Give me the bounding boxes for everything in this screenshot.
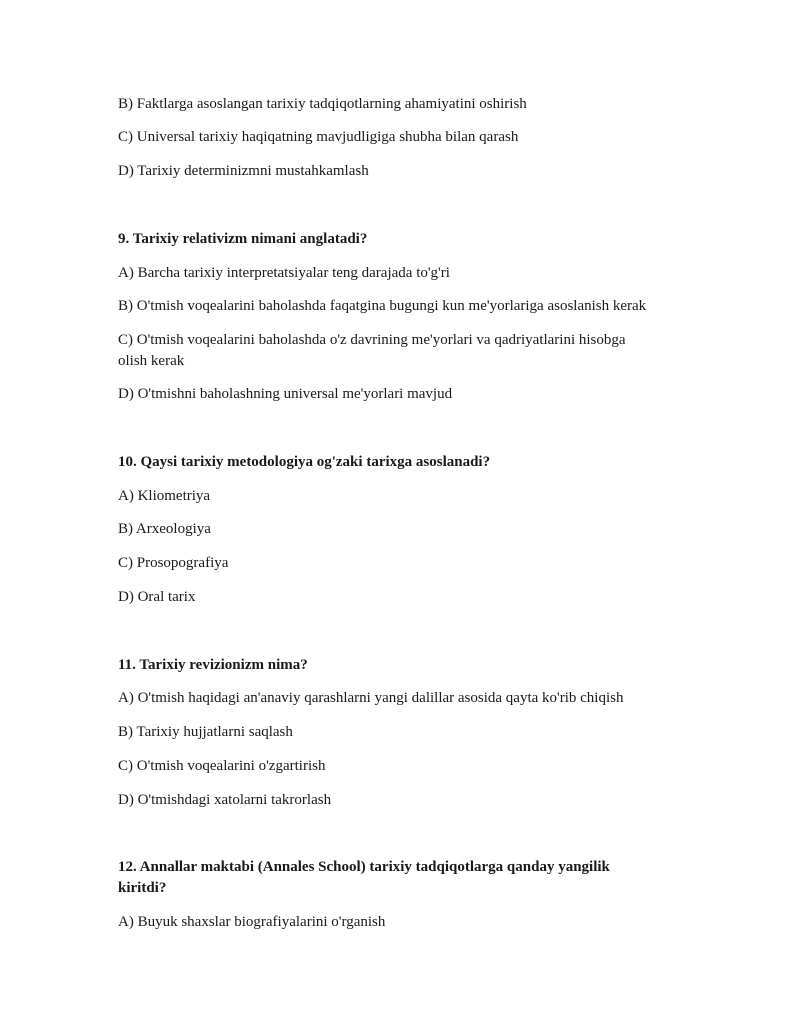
option-9d: D) O'tmishni baholashning universal me'yorlari mavjud	[118, 386, 453, 402]
option-8b: B) Faktlarga asoslangan tarixiy tadqiqotlarning ahamiyatini oshirish	[118, 96, 527, 112]
option-12a: A) Buyuk shaxslar biografiyalarini o'rganish	[118, 914, 386, 930]
question-9-title: 9. Tarixiy relativizm nimani anglatadi?	[118, 231, 368, 247]
option-9a: A) Barcha tarixiy interpretatsiyalar teng darajada to'g'ri	[118, 265, 450, 281]
option-11c: C) O'tmish voqealarini o'zgartirish	[118, 758, 326, 774]
document-page	[118, 0, 688, 1035]
option-10c: C) Prosopografiya	[118, 555, 229, 571]
option-11d: D) O'tmishdagi xatolarni takrorlash	[118, 792, 332, 808]
option-11b: B) Tarixiy hujjatlarni saqlash	[118, 724, 293, 740]
option-10b: B) Arxeologiya	[118, 521, 211, 537]
option-10a: A) Kliometriya	[118, 488, 211, 504]
option-11a: A) O'tmish haqidagi an'anaviy qarashlarni yangi dalillar asosida qayta ko'rib chiqish	[118, 690, 624, 706]
question-10-title: 10. Qaysi tarixiy metodologiya og'zaki tarixga asoslanadi?	[118, 454, 491, 470]
option-10d: D) Oral tarix	[118, 589, 196, 605]
question-12-title: 12. Annallar maktabi (Annales School) tarixiy tadqiqotlarga qanday yangilik kiritdi?	[118, 859, 610, 896]
question-11-title: 11. Tarixiy revizionizm nima?	[118, 657, 308, 673]
option-9c: C) O'tmish voqealarini baholashda o'z davrining me'yorlari va qadriyatlarini hisobga olish kerak	[118, 332, 626, 369]
option-8c: C) Universal tarixiy haqiqatning mavjudligiga shubha bilan qarash	[118, 129, 519, 145]
option-9b: B) O'tmish voqealarini baholashda faqatgina bugungi kun me'yorlariga asoslanish kerak	[118, 298, 647, 314]
option-8d: D) Tarixiy determinizmni mustahkamlash	[118, 163, 369, 179]
